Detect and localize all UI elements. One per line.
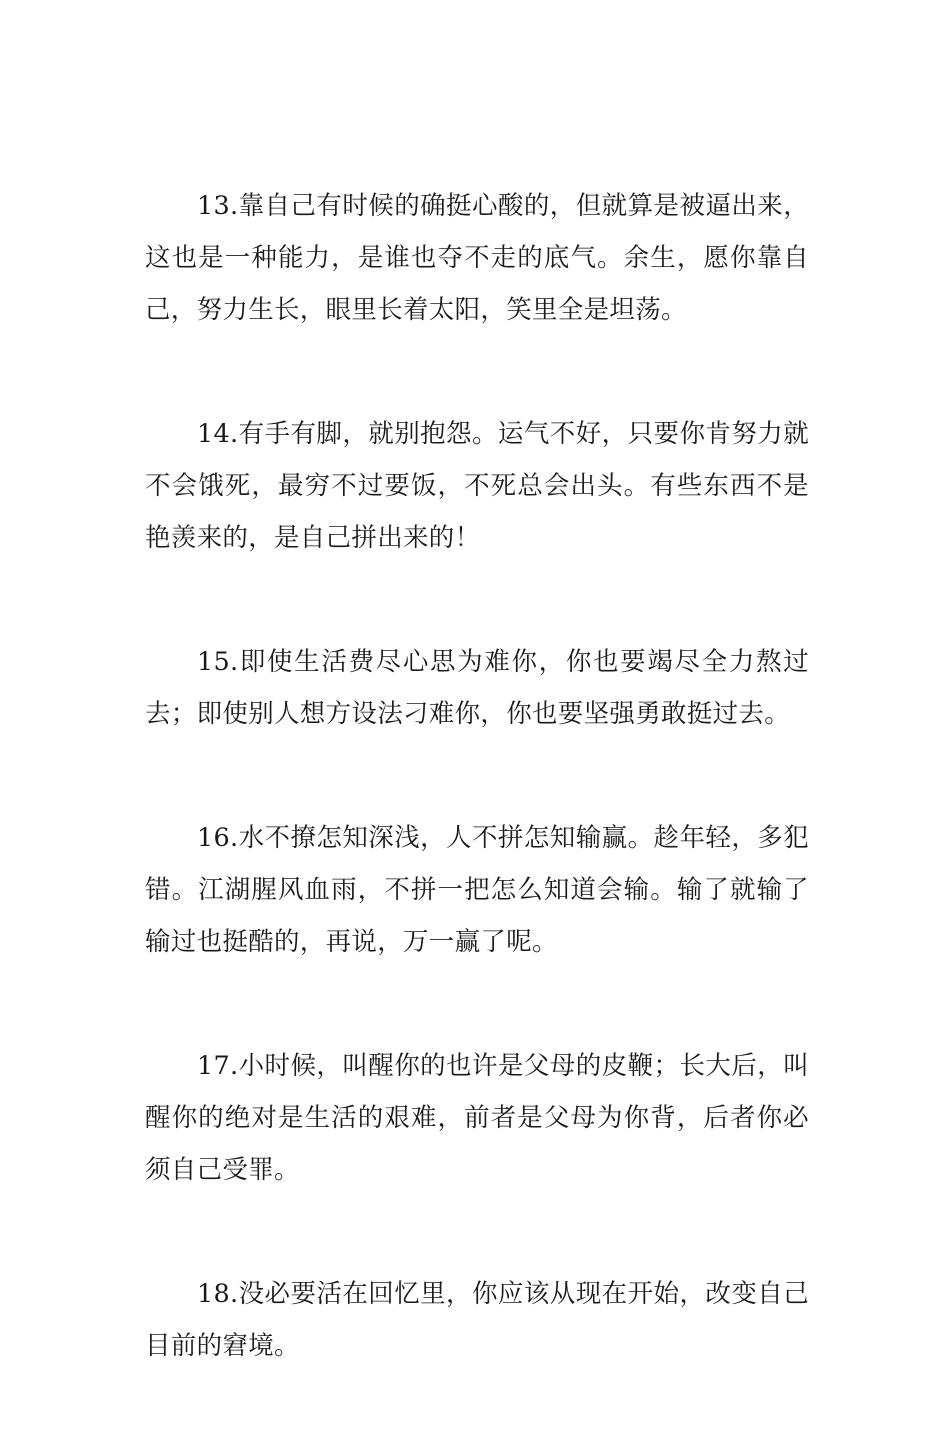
paragraph-16: 16.水不撩怎知深浅，人不拼怎知输赢。趁年轻，多犯错。江湖腥风血雨，不拼一把怎么知道会输。输了就输了输过也挺酷的，再说，万一赢了呢。	[145, 823, 809, 957]
paragraph-17: 17.小时候，叫醒你的也许是父母的皮鞭；长大后，叫醒你的绝对是生活的艰难，前者是父母为你背，后者你必须自己受罪。	[145, 1051, 809, 1185]
document-body	[145, 180, 809, 1444]
paragraph-14: 14.有手有脚，就别抱怨。运气不好，只要你肯努力就不会饿死，最穷不过要饭，不死总会出头。有些东西不是艳羡来的，是自己拼出来的！	[145, 419, 809, 553]
paragraph-13: 13.靠自己有时候的确挺心酸的，但就算是被逼出来，这也是一种能力，是谁也夺不走的底气。余生，愿你靠自己，努力生长，眼里长着太阳，笑里全是坦荡。	[145, 191, 809, 325]
paragraph-18: 18.没必要活在回忆里，你应该从现在开始，改变自己目前的窘境。	[145, 1279, 809, 1361]
paragraph-15: 15.即使生活费尽心思为难你，你也要竭尽全力熬过去；即使别人想方设法刁难你，你也要坚强勇敢挺过去。	[145, 647, 809, 729]
